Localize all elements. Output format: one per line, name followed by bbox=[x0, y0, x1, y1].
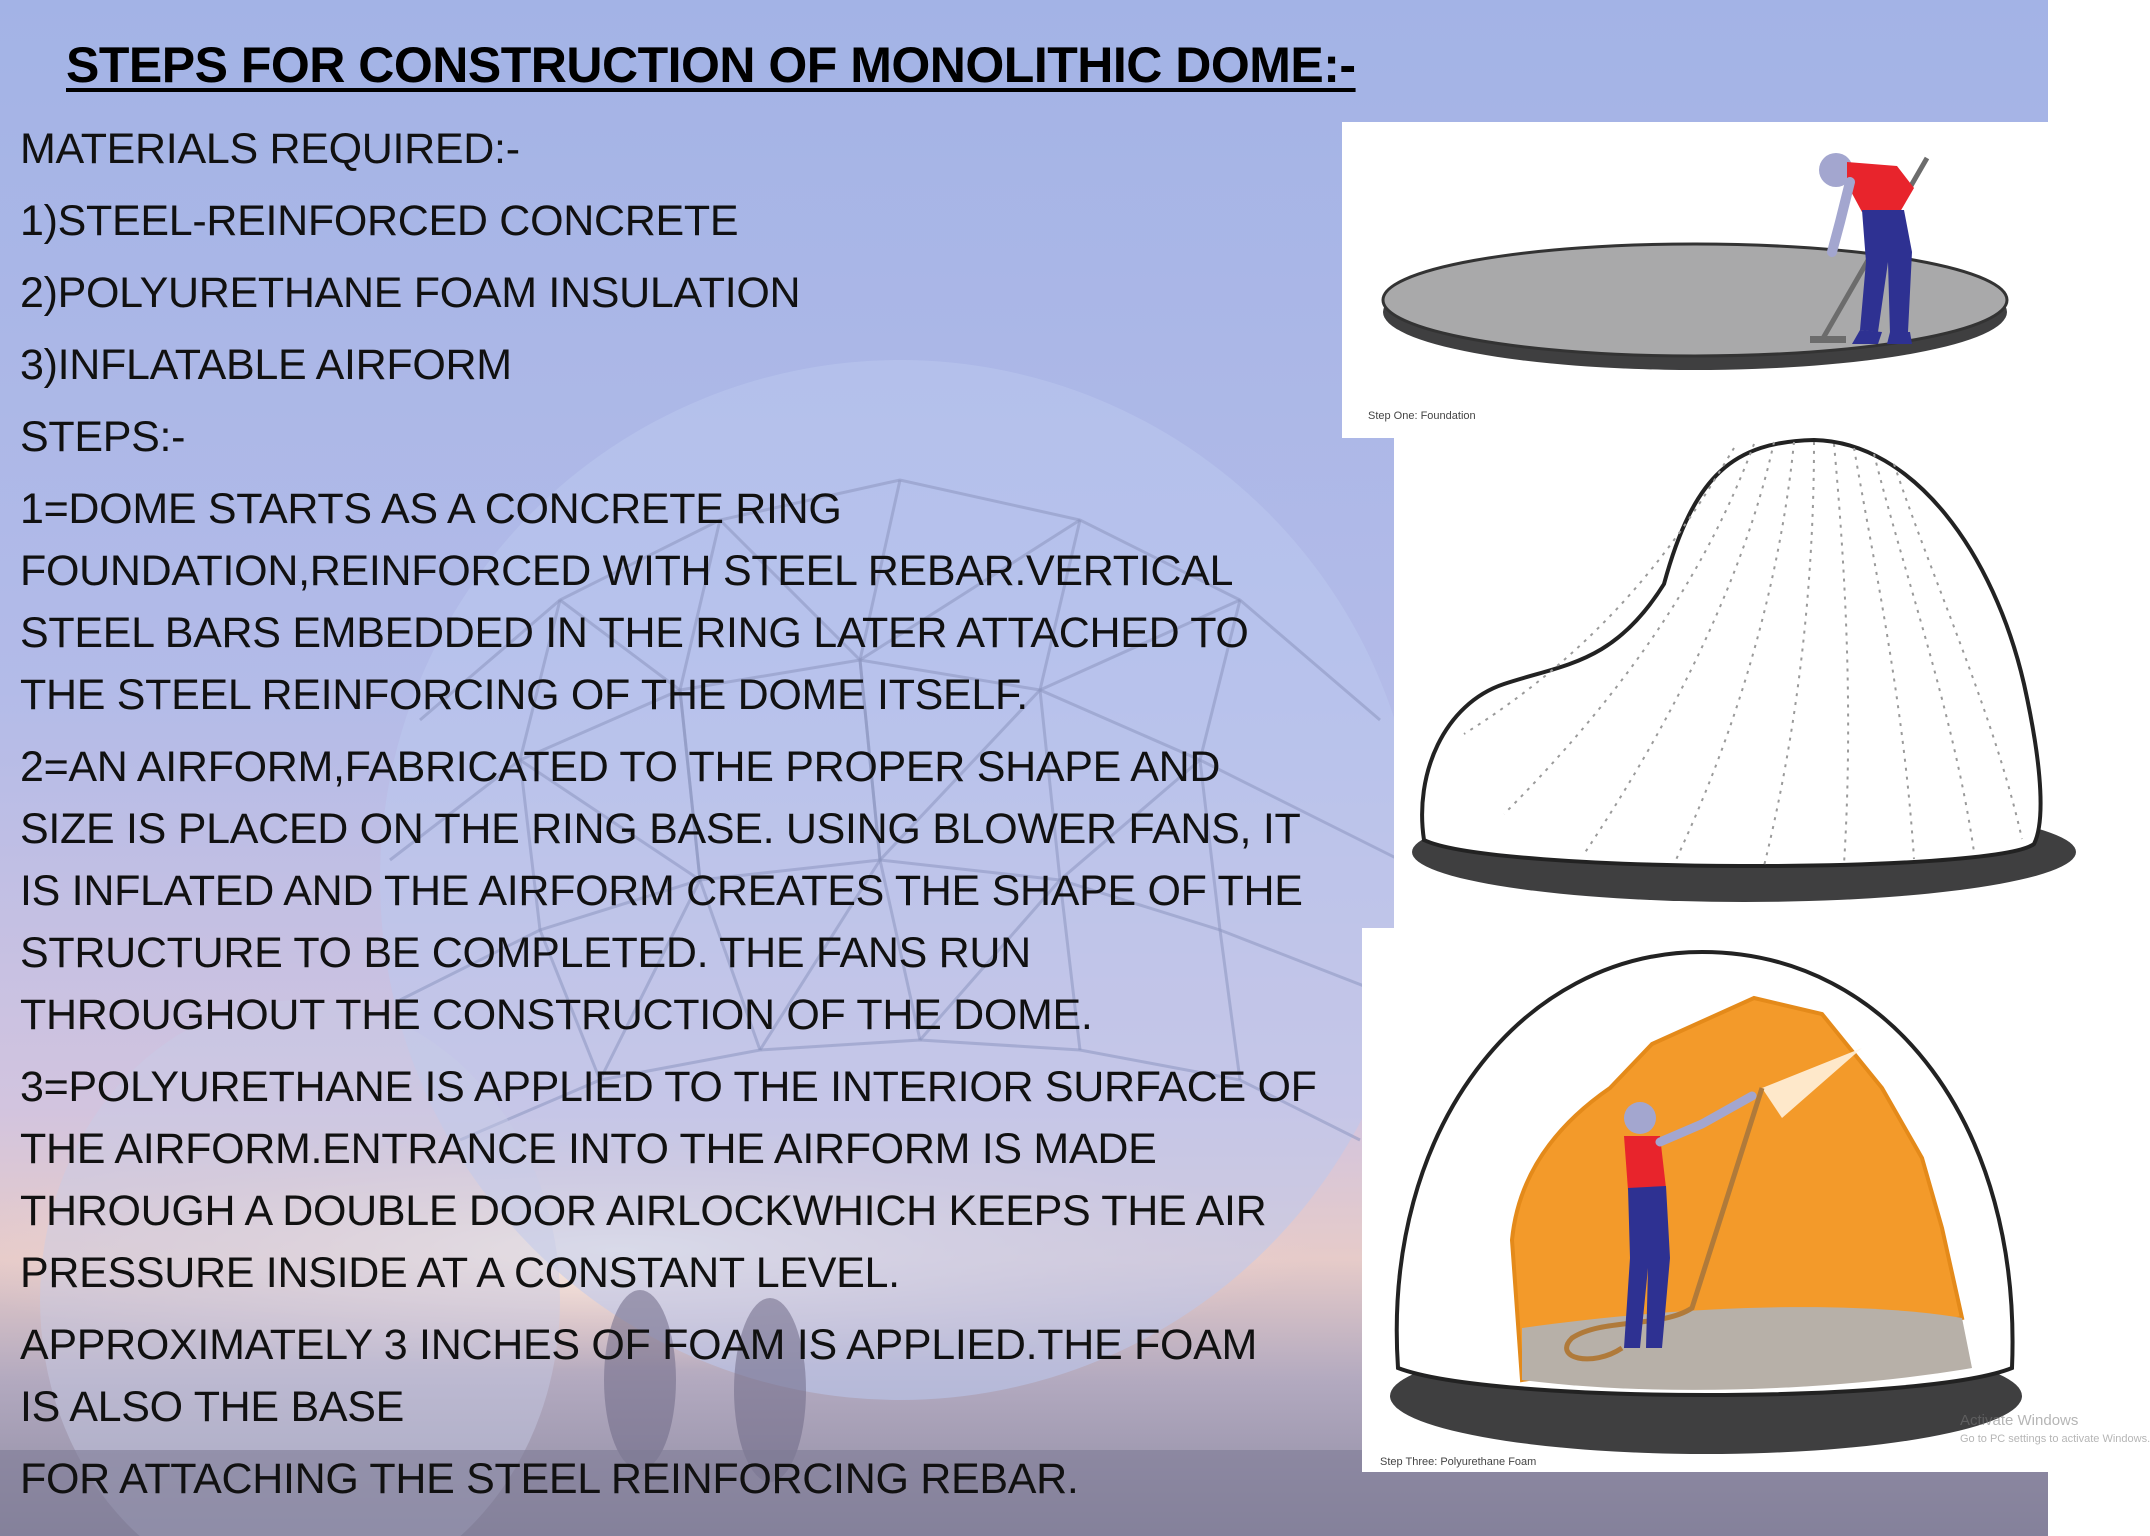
paragraph-line: THE AIRFORM.ENTRANCE INTO THE AIRFORM IS MADE bbox=[20, 1125, 1157, 1173]
steps-heading: STEPS:- bbox=[20, 413, 186, 461]
paragraph-line: 2=AN AIRFORM,FABRICATED TO THE PROPER SHAPE AND bbox=[20, 743, 1221, 791]
paragraph-line: IS INFLATED AND THE AIRFORM CREATES THE SHAPE OF THE bbox=[20, 867, 1303, 915]
page-title: STEPS FOR CONSTRUCTION OF MONOLITHIC DOME:- bbox=[66, 37, 1356, 93]
paragraph-line: THROUGH A DOUBLE DOOR AIRLOCKWHICH KEEPS THE AIR bbox=[20, 1187, 1267, 1235]
paragraph-line: STEEL BARS EMBEDDED IN THE RING LATER ATTACHED TO bbox=[20, 609, 1249, 657]
paragraph-line: SIZE IS PLACED ON THE RING BASE. USING BLOWER FANS, IT bbox=[20, 805, 1301, 853]
paragraph-line: THE STEEL REINFORCING OF THE DOME ITSELF. bbox=[20, 671, 1028, 719]
watermark-subtitle: Go to PC settings to activate Windows. bbox=[1960, 1433, 2150, 1445]
step-2-paragraph bbox=[20, 736, 1310, 1046]
foundation-slab bbox=[1383, 244, 2007, 356]
step-three-caption: Step Three: Polyurethane Foam bbox=[1380, 1456, 1537, 1468]
paragraph-line: FOUNDATION,REINFORCED WITH STEEL REBAR.VERTICAL bbox=[20, 547, 1234, 595]
paragraph-line: IS ALSO THE BASE bbox=[20, 1383, 404, 1431]
paragraph-line: APPROXIMATELY 3 INCHES OF FOAM IS APPLIED.THE FOAM bbox=[20, 1321, 1258, 1369]
foam-illustration bbox=[1362, 928, 2048, 1472]
paragraph-line: 3=POLYURETHANE IS APPLIED TO THE INTERIOR SURFACE OF bbox=[20, 1063, 1317, 1111]
activate-windows-watermark bbox=[1960, 1412, 2150, 1448]
watermark-title: Activate Windows bbox=[1960, 1412, 2079, 1429]
paragraph-line: STRUCTURE TO BE COMPLETED. THE FANS RUN bbox=[20, 929, 1031, 977]
paragraph-line: PRESSURE INSIDE AT A CONSTANT LEVEL. bbox=[20, 1249, 900, 1297]
airform-illustration bbox=[1394, 434, 2048, 928]
step-1-paragraph bbox=[20, 478, 1310, 726]
content-text bbox=[20, 118, 1317, 1510]
rebar-line: FOR ATTACHING THE STEEL REINFORCING REBAR. bbox=[20, 1455, 1079, 1503]
paragraph-line: 1=DOME STARTS AS A CONCRETE RING bbox=[20, 485, 842, 533]
material-item: 3)INFLATABLE AIRFORM bbox=[20, 341, 512, 389]
material-item: 2)POLYURETHANE FOAM INSULATION bbox=[20, 269, 801, 317]
material-item: 1)STEEL-REINFORCED CONCRETE bbox=[20, 197, 739, 245]
materials-heading: MATERIALS REQUIRED:- bbox=[20, 125, 520, 173]
step-3-paragraph bbox=[20, 1056, 1317, 1304]
foam-paragraph bbox=[20, 1314, 1310, 1438]
paragraph-line: THROUGHOUT THE CONSTRUCTION OF THE DOME. bbox=[20, 991, 1093, 1039]
foundation-illustration bbox=[1342, 122, 2048, 438]
step-one-caption: Step One: Foundation bbox=[1368, 410, 1476, 422]
